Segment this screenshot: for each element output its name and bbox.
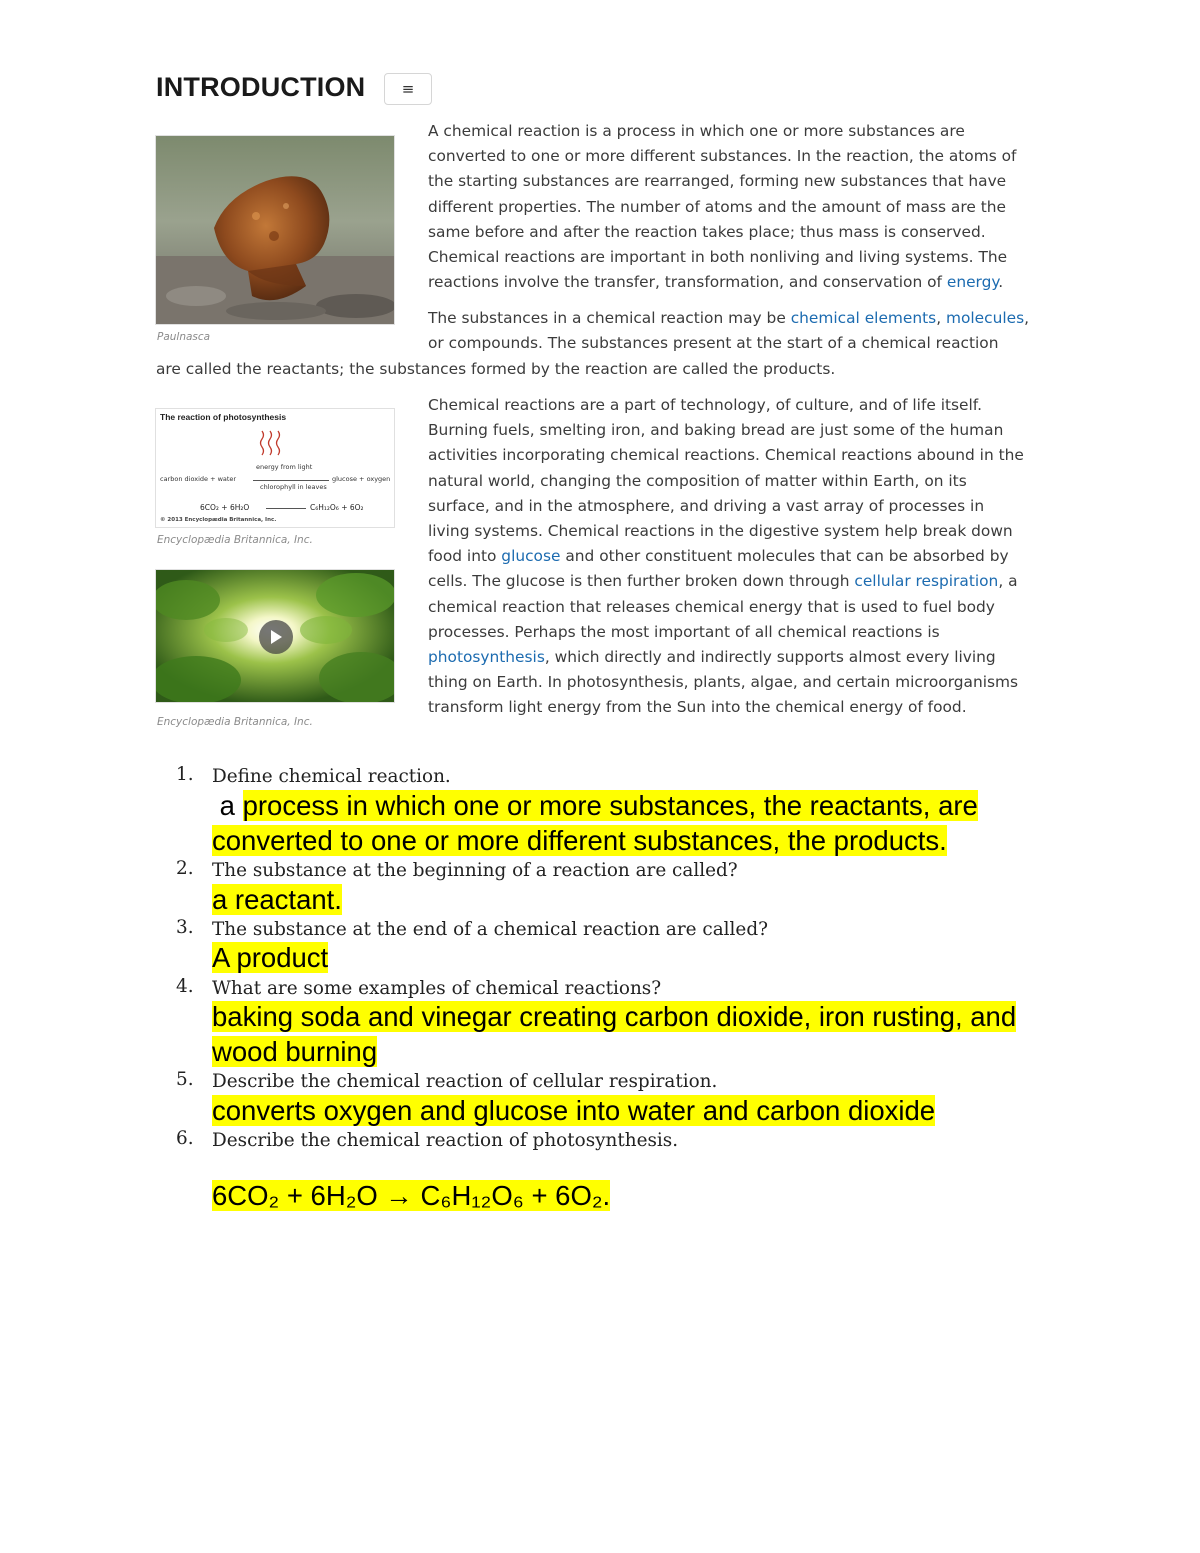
question-text: Describe the chemical reaction of photosynthesis. (212, 1130, 679, 1151)
paragraph-line: Chemical reactions are a part of technology, of culture, and of life itself. (428, 396, 982, 414)
question-number: 5. (176, 1069, 194, 1090)
diagram-equation-right: C₆H₁₂O₆ + 6O₂ (310, 503, 364, 512)
text-run: The substances in a chemical reaction may be (428, 309, 791, 327)
section-title: INTRODUCTION (156, 72, 366, 102)
answer-line (212, 823, 1132, 858)
text-run: and other constituent molecules that can be absorbed by (560, 547, 1009, 566)
question-text: Describe the chemical reaction of cellular respiration. (212, 1071, 718, 1092)
paragraph-line: processes. Perhaps the most important of all chemical reactions is (428, 622, 940, 641)
text-run: food into (428, 547, 502, 566)
question-5 (170, 1069, 1090, 1095)
paragraph-line: thing on Earth. In photosynthesis, plants, algae, and certain microorganisms (428, 673, 1019, 692)
question-6 (170, 1128, 1090, 1154)
paragraph-3 (428, 393, 1078, 721)
rusted-iron-photo[interactable] (155, 135, 395, 325)
text-run: , (936, 309, 946, 327)
answer-highlight: a reactant. (212, 884, 342, 915)
diagram-equation-arrow (266, 508, 306, 509)
answer-3 (212, 940, 1132, 975)
play-icon (269, 629, 283, 645)
paragraph-line: or compounds. The substances present at the start of a chemical reaction (428, 334, 999, 353)
chemical-elements-link[interactable]: chemical elements (790, 309, 937, 327)
answer-line (212, 788, 1132, 823)
diagram-copyright: © 2013 Encyclopædia Britannica, Inc. (160, 517, 277, 523)
answer-lead: a (212, 790, 243, 821)
cellular-respiration-link[interactable]: cellular respiration (854, 572, 999, 591)
diagram-products-label: glucose + oxygen (332, 475, 391, 483)
question-2 (170, 858, 1090, 884)
question-number: 6. (176, 1128, 194, 1149)
paragraph-line (428, 544, 1078, 569)
energy-link[interactable]: energy (946, 273, 999, 292)
question-text: Define chemical reaction. (212, 766, 451, 787)
text-run: , (1024, 309, 1030, 327)
question-number: 3. (176, 917, 194, 938)
rust-photo-caption: Paulnasca (157, 331, 211, 343)
answer-highlight: converts oxygen and glucose into water and carbon dioxide (212, 1095, 936, 1126)
answer-highlight: process in which one or more substances, the reactants, are (242, 790, 978, 821)
play-button[interactable] (259, 620, 293, 654)
text-run: cells. The glucose is then further broken down through (428, 572, 855, 591)
diagram-equation-left: 6CO₂ + 6H₂O (200, 503, 250, 512)
question-text: The substance at the end of a chemical reaction are called? (212, 919, 768, 940)
paragraph-line (428, 306, 1088, 331)
sunlight-waves-icon (256, 429, 296, 465)
paragraph-line (428, 645, 1078, 670)
answer-4 (212, 999, 1132, 1069)
paragraph-line: A chemical reaction is a process in which one or more substances are (428, 122, 965, 140)
answer-5 (212, 1093, 1132, 1128)
paragraph-line: chemical reaction that releases chemical energy that is used to fuel body (428, 597, 995, 616)
diagram-title: The reaction of photosynthesis (160, 412, 287, 422)
paragraph-line (428, 569, 1078, 594)
text-run: , a (998, 572, 1018, 591)
paragraph-line: converted to one or more different substances. In the reaction, the atoms of (428, 147, 1017, 166)
diagram-caption: Encyclopædia Britannica, Inc. (157, 534, 313, 546)
answer-2 (212, 882, 1132, 917)
paragraph-line: Burning fuels, smelting iron, and baking bread are just some of the human (428, 421, 1004, 440)
paragraph-line: the starting substances are rearranged, forming new substances that have (428, 172, 1007, 191)
video-caption: Encyclopædia Britannica, Inc. (157, 716, 313, 728)
diagram-reactants-label: carbon dioxide + water (160, 475, 237, 483)
paragraph-line: Chemical reactions are important in both nonliving and living systems. The (428, 248, 1008, 267)
text-run: reactions involve the transfer, transformation, and conservation of (428, 273, 947, 292)
paragraph-line: surface, and in the atmosphere, and driving a vast array of processes in (428, 496, 985, 515)
photosynthesis-diagram[interactable] (155, 408, 395, 528)
answer-6 (212, 1178, 1132, 1213)
paragraph-line: same before and after the reaction takes place; thus mass is conserved. (428, 222, 986, 241)
answer-highlight: converted to one or more different substances, the products. (212, 825, 947, 856)
answer-highlight: wood burning (212, 1036, 378, 1067)
text-run: , which directly and indirectly supports almost every living (544, 648, 996, 667)
question-number: 2. (176, 858, 194, 879)
text-run: . (998, 273, 1004, 292)
question-text: What are some examples of chemical reactions? (212, 978, 662, 999)
paragraph-line (428, 270, 1068, 295)
photosynthesis-equation: 6CO₂ + 6H₂O → C₆H₁₂O₆ + 6O₂. (212, 1180, 611, 1211)
paragraph-line: natural world, changing the composition of matter within Earth, on its (428, 471, 967, 490)
diagram-arrow (253, 480, 329, 481)
table-of-contents-button[interactable] (384, 73, 432, 105)
photosynthesis-link[interactable]: photosynthesis (428, 648, 545, 667)
paragraph-1 (428, 119, 1068, 295)
rusted-iron-image (156, 136, 395, 325)
paragraph-line: different properties. The number of atoms and the amount of mass are the (428, 197, 1006, 216)
diagram-light-label: energy from light (256, 463, 313, 471)
glucose-link[interactable]: glucose (501, 547, 561, 566)
question-text: The substance at the beginning of a reaction are called? (212, 860, 738, 881)
photosynthesis-video-thumbnail[interactable] (155, 569, 395, 703)
question-number: 4. (176, 976, 194, 997)
paragraph-line: transform light energy from the Sun into the chemical energy of food. (428, 698, 967, 717)
answer-1 (212, 788, 1132, 858)
answer-line (212, 999, 1132, 1034)
paragraph-line: living systems. Chemical reactions in the digestive system help break down (428, 522, 1013, 541)
answer-highlight: A product (212, 942, 329, 973)
diagram-chlorophyll-label: chlorophyll in leaves (260, 483, 327, 491)
answer-line (212, 1034, 1132, 1069)
answer-highlight: baking soda and vinegar creating carbon dioxide, iron rusting, and (212, 1001, 1017, 1032)
question-number: 1. (176, 764, 194, 785)
paragraph-line: are called the reactants; the substances formed by the reaction are called the products. (156, 360, 836, 378)
molecules-link[interactable]: molecules (945, 309, 1025, 327)
paragraph-2 (428, 306, 1088, 356)
paragraph-line: activities incorporating chemical reactions. Chemical reactions abound in the (428, 446, 1024, 465)
list-icon: ≡ (401, 80, 415, 98)
question-1 (170, 764, 1090, 790)
